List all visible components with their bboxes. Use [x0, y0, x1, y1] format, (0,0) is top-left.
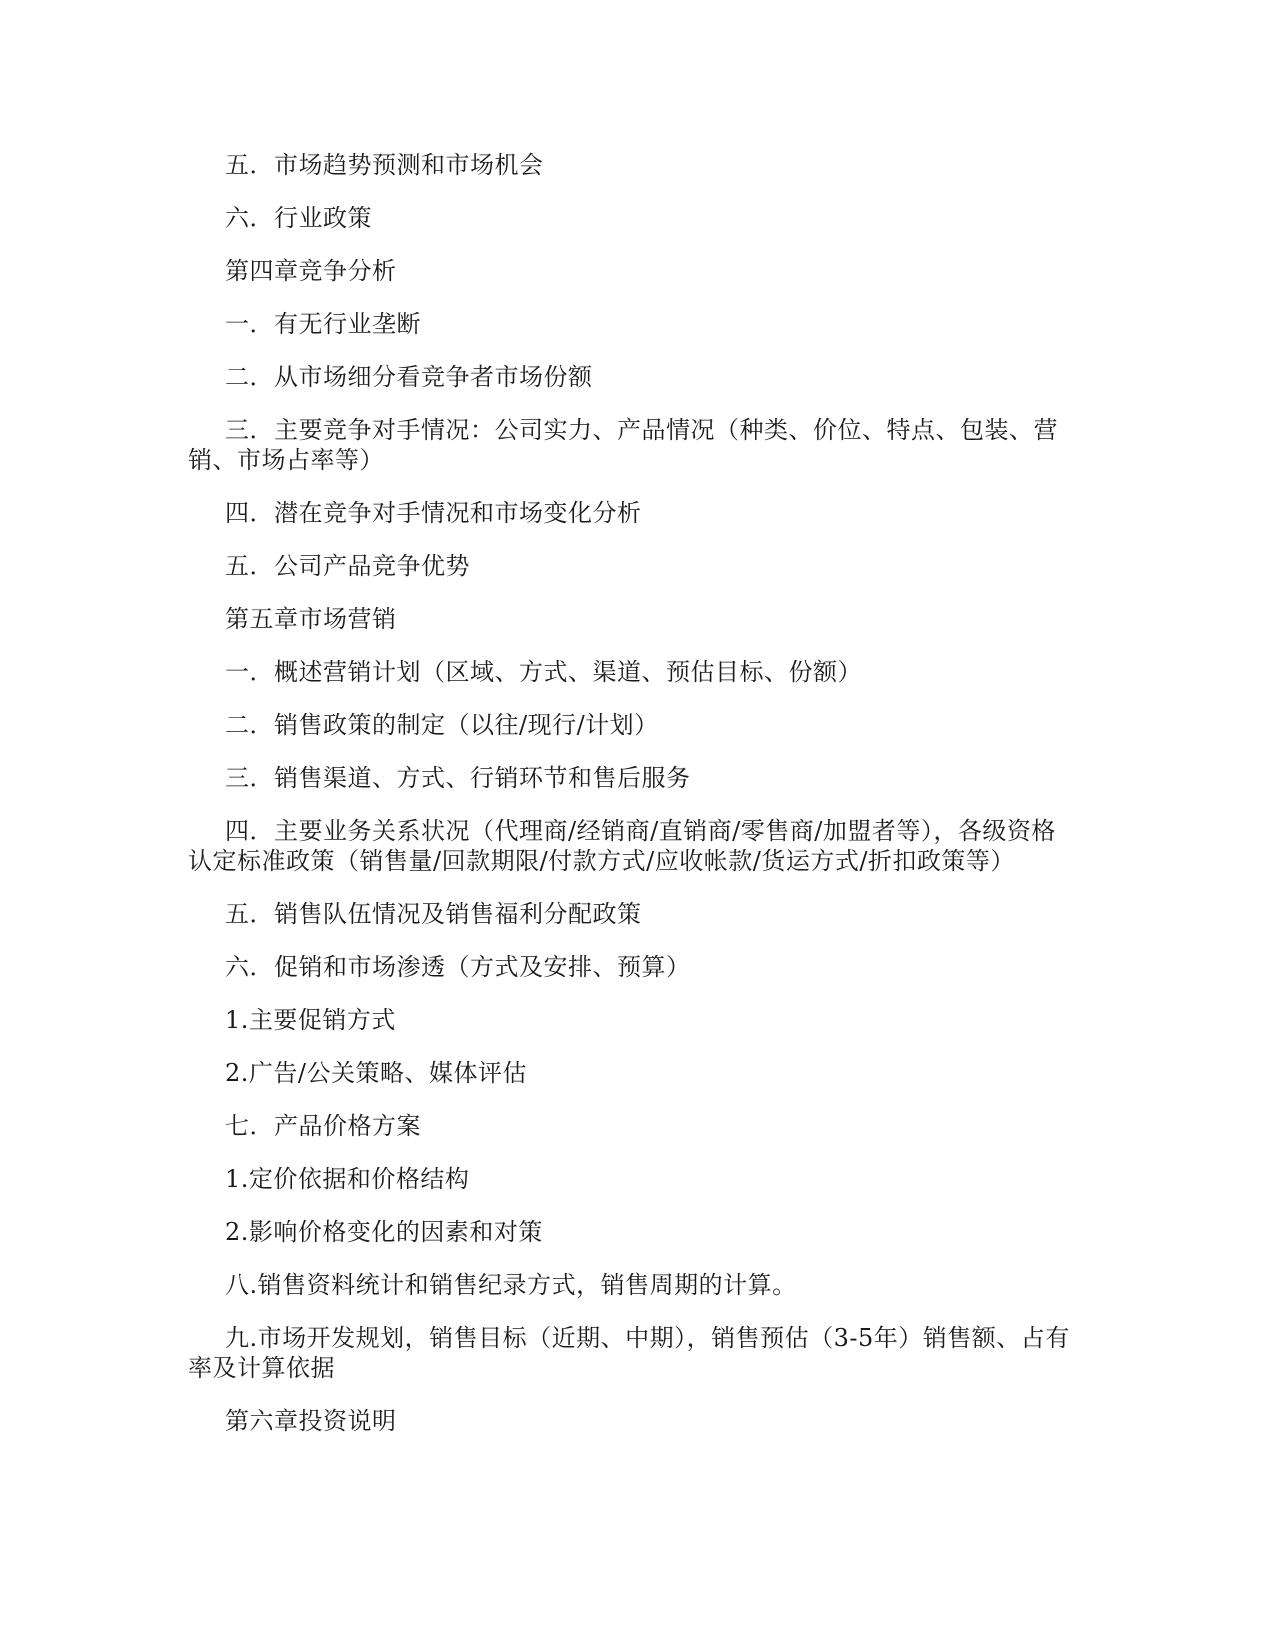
paragraph-sales-channels: 三．销售渠道、方式、行销环节和售后服务 [225, 764, 691, 792]
paragraph-promotion: 六．促销和市场渗透（方式及安排、预算） [225, 953, 691, 981]
paragraph-advertising: 2.广告/公关策略、媒体评估 [225, 1059, 527, 1087]
paragraph-sales-policy: 二．销售政策的制定（以往/现行/计划） [225, 711, 659, 739]
paragraph-market-trend: 五．市场趋势预测和市场机会 [225, 151, 544, 179]
chapter-heading-competition: 第四章竞争分析 [225, 257, 397, 285]
paragraph-market-share: 二．从市场细分看竞争者市场份额 [225, 363, 593, 391]
paragraph-main-competitors: 三．主要竞争对手情况：公司实力、产品情况（种类、价位、特点、包装、营销、市场占率等） [188, 416, 1058, 474]
paragraph-promotion-methods: 1.主要促销方式 [225, 1006, 396, 1034]
chapter-heading-investment: 第六章投资说明 [225, 1407, 397, 1435]
paragraph-potential-competitors: 四．潜在竞争对手情况和市场变化分析 [225, 499, 642, 527]
paragraph-sales-statistics: 八.销售资料统计和销售纪录方式，销售周期的计算。 [225, 1271, 797, 1299]
paragraph-price-factors: 2.影响价格变化的因素和对策 [225, 1218, 543, 1246]
paragraph-marketing-plan: 一．概述营销计划（区域、方式、渠道、预估目标、份额） [225, 658, 862, 686]
paragraph-market-development: 九.市场开发规划，销售目标（近期、中期），销售预估（3-5年）销售额、占有率及计算依据 [188, 1324, 1070, 1382]
paragraph-business-relations: 四．主要业务关系状况（代理商/经销商/直销商/零售商/加盟者等），各级资格认定标准政策（销售量/回款期限/付款方式/应收帐款/货运方式/折扣政策等） [188, 817, 1056, 875]
paragraph-monopoly: 一．有无行业垄断 [225, 310, 421, 338]
document-body [188, 150, 1078, 1459]
paragraph-industry-policy: 六．行业政策 [225, 204, 372, 232]
paragraph-pricing-plan: 七．产品价格方案 [225, 1112, 421, 1140]
chapter-heading-marketing: 第五章市场营销 [225, 605, 397, 633]
paragraph-competitive-advantage: 五．公司产品竞争优势 [225, 552, 470, 580]
paragraph-sales-team: 五．销售队伍情况及销售福利分配政策 [225, 900, 642, 928]
paragraph-pricing-basis: 1.定价依据和价格结构 [225, 1165, 470, 1193]
